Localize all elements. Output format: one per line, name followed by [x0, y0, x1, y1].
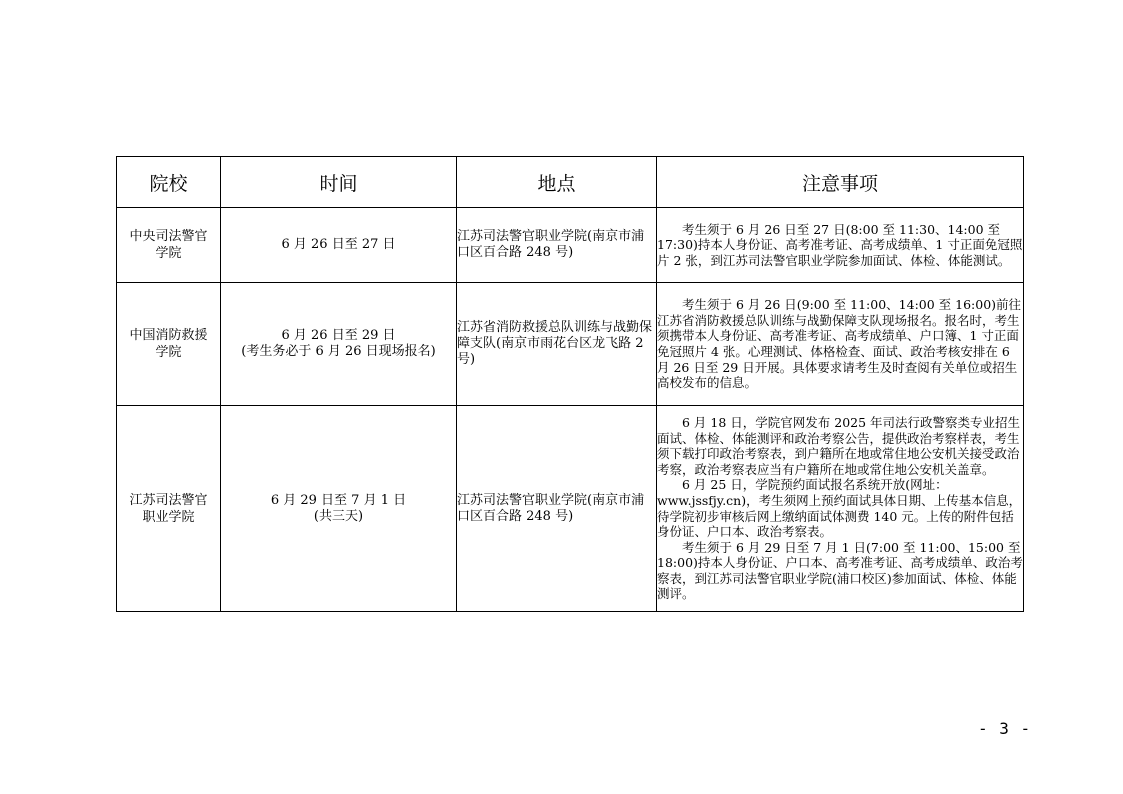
time-line: (共三天): [313, 508, 364, 524]
note-paragraph: 6 月 25 日，学院预约面试报名系统开放(网址：www.jssfjy.cn)，考生须网上预约面试具体日期、上传基本信息，待学院初步审核后网上缴纳面试体测费 140 元。上传的附件包括身份证、户口本、政治考察表。: [657, 477, 1022, 540]
cell-place: 江苏司法警官职业学院(南京市浦口区百合路 248 号): [457, 406, 657, 612]
cell-place: 江苏省消防救援总队训练与战勤保障支队(南京市雨花台区龙飞路 2 号): [457, 283, 657, 406]
header-notes: 注意事项: [657, 157, 1024, 208]
admission-schedule-table: [116, 156, 1024, 612]
header-time: 时间: [221, 157, 457, 208]
note-paragraph: 考生须于 6 月 26 日(9:00 至 11:00、14:00 至 16:00)前往江苏省消防救援总队训练与战勤保障支队现场报名。报名时，考生须携带本人身份证、高考准考证、高考成绩单、户口簿、1 寸正面免冠照片 4 张。心理测试、体格检查、面试、政治考核安排在 6 月 26 日至 29 日开展。具体要求请考生及时查阅有关单位或招生高校发布的信息。: [657, 297, 1022, 391]
table-row: [117, 283, 1024, 406]
time-line: 6 月 29 日至 7 月 1 日: [270, 492, 407, 508]
cell-school: [117, 406, 221, 612]
cell-time: [221, 406, 457, 612]
cell-place: 江苏司法警官职业学院(南京市浦口区百合路 248 号): [457, 208, 657, 283]
school-name-line: 学院: [155, 345, 182, 360]
cell-school: [117, 283, 221, 406]
time-line: 6 月 26 日至 29 日: [281, 328, 396, 343]
cell-school: [117, 208, 221, 283]
header-school: 院校: [117, 157, 221, 208]
note-paragraph: 6 月 18 日，学院官网发布 2025 年司法行政警察类专业招生面试、体检、体能测评和政治考察公告，提供政治考察样表，考生须下载打印政治考察表，到户籍所在地或常住地公安机关接受政治考察，政治考察表应当有户籍所在地或常住地公安机关盖章。: [657, 414, 1021, 477]
school-name-line: 江苏司法警官: [129, 492, 208, 508]
school-name-line: 学院: [155, 246, 182, 261]
school-name-line: 中央司法警官: [129, 229, 208, 244]
table-row: [117, 208, 1024, 283]
note-paragraph: 考生须于 6 月 26 日至 27 日(8:00 至 11:30、14:00 至 17:30)持本人身份证、高考准考证、高考成绩单、1 寸正面免冠照片 2 张，到江苏司法警官职业学院参加面试、体检、体能测试。: [657, 221, 1023, 268]
time-line: (考生务必于 6 月 26 日现场报名): [241, 344, 436, 359]
page-number: - 3 -: [978, 719, 1032, 738]
note-paragraph: 考生须于 6 月 29 日至 7 月 1 日(7:00 至 11:00、15:00 至 18:00)持本人身份证、户口本、高考准考证、高考成绩单、政治考察表，到江苏司法警官职业学院(浦口校区)参加面试、体检、体能测评。: [657, 539, 1023, 602]
cell-notes: [657, 208, 1024, 283]
table-row: [117, 406, 1024, 612]
cell-time: [221, 208, 457, 283]
cell-notes: [657, 283, 1024, 406]
table-header-row: [117, 157, 1024, 208]
school-name-line: 中国消防救援: [129, 328, 208, 343]
school-name-line: 职业学院: [142, 509, 195, 525]
cell-notes: [657, 406, 1024, 612]
header-place: 地点: [457, 157, 657, 208]
time-line: 6 月 26 日至 27 日: [281, 237, 396, 252]
cell-time: [221, 283, 457, 406]
